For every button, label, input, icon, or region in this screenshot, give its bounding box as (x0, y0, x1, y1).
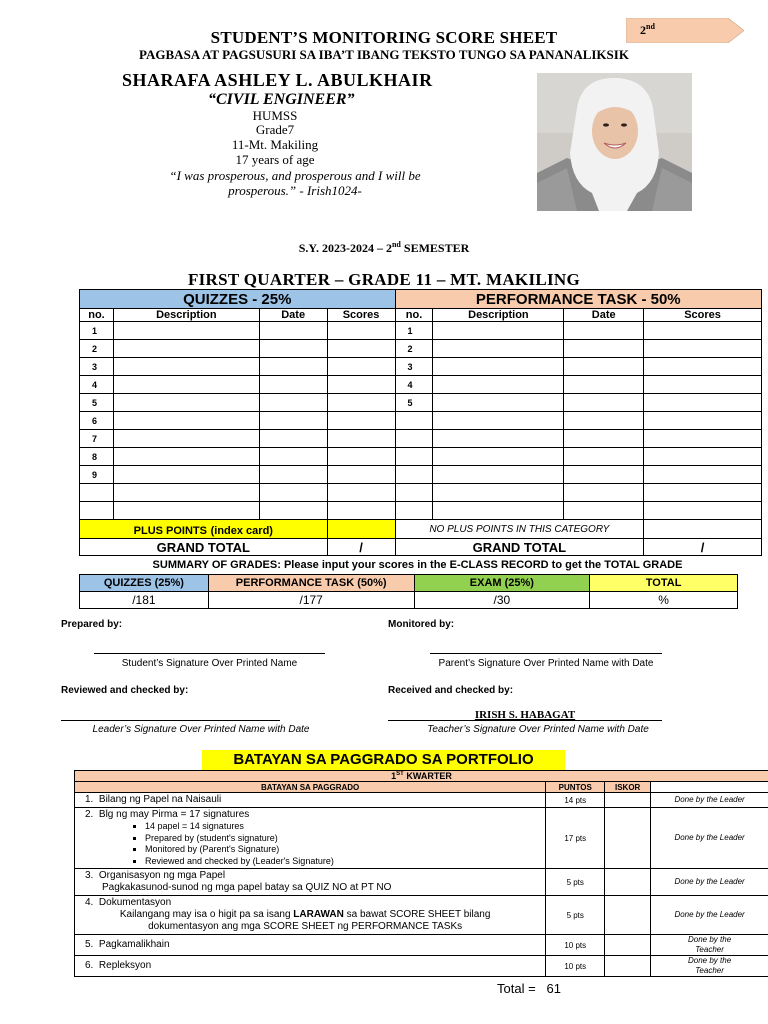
score-row (80, 322, 762, 340)
rubric-row-4: 4. Dokumentasyon Kailangang may isa o higit pa sa isang LARAWAN sa bawat SCORE SHEET bilang dokumentasyon ang mga SCORE SHEET ng PERFORMANCE TASKs (75, 896, 546, 935)
student-photo (537, 73, 692, 211)
rubric-row-4-score[interactable] (605, 896, 651, 935)
quiz-no: 8 (80, 448, 114, 466)
rubric-row-5-points: 10 pts (546, 935, 605, 956)
pt-col-no: no. (395, 309, 433, 322)
student-signature-line[interactable] (94, 653, 325, 654)
pt-description[interactable] (433, 376, 564, 394)
parent-signature-line[interactable] (430, 653, 662, 654)
quiz-description[interactable] (113, 322, 259, 340)
quiz-score[interactable] (327, 376, 395, 394)
quiz-description[interactable] (113, 340, 259, 358)
student-strand: HUMSS (252, 108, 298, 123)
score-row (80, 430, 762, 448)
pt-date[interactable] (564, 376, 644, 394)
pt-col-scores: Scores (644, 309, 762, 322)
leader-signature-caption: Leader’s Signature Over Printed Name with Date (92, 724, 310, 735)
rubric-row-4-detail-2: dokumentasyon ang mga SCORE SHEET ng PERFORMANCE TASKs (148, 921, 463, 932)
quiz-description[interactable] (113, 430, 259, 448)
pt-no (395, 466, 433, 484)
rubric-row-2-score[interactable] (605, 808, 651, 869)
quiz-score[interactable] (327, 340, 395, 358)
sheet-title: STUDENT’S MONITORING SCORE SHEET (210, 28, 558, 47)
score-row (80, 340, 762, 358)
rubric-table (74, 770, 768, 977)
pt-no: 2 (395, 340, 433, 358)
rubric-total: Total = 61 (497, 981, 561, 996)
pt-score[interactable] (644, 394, 762, 412)
score-table (79, 289, 762, 556)
quiz-date[interactable] (259, 430, 327, 448)
quiz-description[interactable] (113, 376, 259, 394)
pt-col-description: Description (433, 309, 564, 322)
quiz-score[interactable] (327, 412, 395, 430)
pt-date[interactable] (564, 412, 644, 430)
quiz-no (80, 484, 114, 502)
score-row (80, 376, 762, 394)
plus-points-value[interactable] (327, 520, 395, 539)
rubric-row-5: 5. Pagkamalikhain (75, 935, 546, 956)
quiz-date[interactable] (259, 358, 327, 376)
rubric-title: BATAYAN SA PAGGRADO SA PORTFOLIO (202, 750, 565, 770)
summary-label: SUMMARY OF GRADES: Please input your scores in the E-CLASS RECORD to get the TOTAL GRADE (152, 559, 683, 571)
pt-no (395, 430, 433, 448)
quiz-no: 3 (80, 358, 114, 376)
quizzes-header: QUIZZES - 25% (80, 290, 396, 309)
pt-no: 5 (395, 394, 433, 412)
rubric-row-6-score[interactable] (605, 956, 651, 977)
quiz-no: 2 (80, 340, 114, 358)
quiz-col-no: no. (80, 309, 114, 322)
performance-task-header: PERFORMANCE TASK - 50% (395, 290, 761, 309)
quiz-score[interactable] (327, 484, 395, 502)
pt-date[interactable] (564, 466, 644, 484)
monitored-by-label: Monitored by: (388, 619, 455, 630)
pt-date[interactable] (564, 448, 644, 466)
pt-no (395, 502, 433, 520)
quiz-col-date: Date (259, 309, 327, 322)
quiz-description[interactable] (113, 466, 259, 484)
summary-total-header: TOTAL (590, 575, 738, 592)
student-signature-caption: Student’s Signature Over Printed Name (121, 658, 298, 669)
quiz-date[interactable] (259, 376, 327, 394)
score-row (80, 502, 762, 520)
quiz-no: 7 (80, 430, 114, 448)
quiz-grand-total-value[interactable]: / (327, 539, 395, 556)
summary-quizzes-header: QUIZZES (25%) (80, 575, 209, 592)
quiz-score[interactable] (327, 502, 395, 520)
pt-description[interactable] (433, 322, 564, 340)
rubric-row-3-assessor: Done by the Leader (651, 869, 768, 896)
rubric-row-2-bullet-3: ▪ Monitored by (Parent's Signature) (145, 844, 545, 856)
pt-description[interactable] (433, 466, 564, 484)
summary-total-value[interactable]: % (590, 592, 738, 609)
quiz-no: 5 (80, 394, 114, 412)
pt-description[interactable] (433, 340, 564, 358)
rubric-row-2-bullet-2: ▪ Prepared by (student's signature) (145, 833, 545, 845)
pt-score[interactable] (644, 448, 762, 466)
quiz-date[interactable] (259, 466, 327, 484)
rubric-row-3-detail: Pagkakasunod-sunod ng mga papel batay sa QUIZ NO at PT NO (102, 882, 392, 893)
quiz-score[interactable] (327, 466, 395, 484)
no-plus-points-note: NO PLUS POINTS IN THIS CATEGORY (395, 520, 644, 539)
rubric-row-5-score[interactable] (605, 935, 651, 956)
summary-exam-value[interactable]: /30 (414, 592, 590, 609)
score-row (80, 412, 762, 430)
sheet-subtitle: PAGBASA AT PAGSUSURI SA IBA’T IBANG TEKSTO TUNGO SA PANANALIKSIK (139, 47, 629, 62)
quiz-date[interactable] (259, 394, 327, 412)
quiz-date[interactable] (259, 484, 327, 502)
rubric-row-2: 2. Blg ng may Pirma = 17 signatures ▪ 14 papel = 14 signatures ▪ Prepared by (student's signature) ▪ Monitored by (Parent's Signature) ▪ Reviewed and checked by (Leader's Signature) (75, 808, 546, 869)
pt-score[interactable] (644, 430, 762, 448)
student-aspiration: “CIVIL ENGINEER” (208, 91, 355, 108)
pt-score[interactable] (644, 484, 762, 502)
score-row (80, 466, 762, 484)
semester-badge-text: 2nd (640, 22, 655, 37)
pt-score[interactable] (644, 358, 762, 376)
quiz-description[interactable] (113, 358, 259, 376)
rubric-row-3: 3. Organisasyon ng mga Papel Pagkakasunod-sunod ng mga papel batay sa QUIZ NO at PT NO (75, 869, 546, 896)
quiz-date[interactable] (259, 340, 327, 358)
pt-description[interactable] (433, 412, 564, 430)
pt-score[interactable] (644, 412, 762, 430)
rubric-row-2-bullet-4: ▪ Reviewed and checked by (Leader's Signature) (145, 856, 545, 868)
rubric-row-6-points: 10 pts (546, 956, 605, 977)
quiz-col-description: Description (113, 309, 259, 322)
quiz-no: 4 (80, 376, 114, 394)
rubric-row-2-bullet-1: ▪ 14 papel = 14 signatures (145, 821, 545, 833)
rubric-quarter: 1ST KWARTER (75, 771, 768, 782)
score-row (80, 448, 762, 466)
pt-description[interactable] (433, 394, 564, 412)
teacher-signature-caption: Teacher’s Signature Over Printed Name with Date (427, 724, 649, 735)
quiz-date[interactable] (259, 502, 327, 520)
rubric-row-1: 1. Bilang ng Papel na Naisauli (75, 793, 546, 808)
pt-plus-points-value (644, 520, 762, 539)
pt-date[interactable] (564, 322, 644, 340)
score-row (80, 394, 762, 412)
pt-no (395, 448, 433, 466)
quiz-no (80, 502, 114, 520)
score-row (80, 484, 762, 502)
teacher-name: IRISH S. HABAGAT (474, 709, 576, 721)
rubric-row-3-score[interactable] (605, 869, 651, 896)
rubric-col-assessor (651, 782, 768, 793)
quiz-score[interactable] (327, 322, 395, 340)
pt-col-date: Date (564, 309, 644, 322)
rubric-row-1-score[interactable] (605, 793, 651, 808)
rubric-row-4-detail: Kailangang may isa o higit pa sa isang LARAWAN sa bawat SCORE SHEET bilang (119, 909, 491, 920)
quiz-description[interactable] (113, 394, 259, 412)
rubric-row-6: 6. Repleksyon (75, 956, 546, 977)
plus-points-label: PLUS POINTS (index card) (80, 520, 328, 539)
rubric-row-1-assessor: Done by the Leader (651, 793, 768, 808)
quiz-description[interactable] (113, 448, 259, 466)
pt-no: 4 (395, 376, 433, 394)
student-name: SHARAFA ASHLEY L. ABULKHAIR (122, 70, 433, 90)
student-grade: Grade7 (255, 122, 295, 137)
quiz-description[interactable] (113, 484, 259, 502)
rubric-row-4-assessor: Done by the Leader (651, 896, 768, 935)
summary-pt-value[interactable]: /177 (208, 592, 414, 609)
quiz-score[interactable] (327, 448, 395, 466)
pt-date[interactable] (564, 394, 644, 412)
pt-score[interactable] (644, 466, 762, 484)
summary-quizzes-value[interactable]: /181 (80, 592, 209, 609)
summary-exam-header: EXAM (25%) (414, 575, 590, 592)
quote-line-2: prosperous.” - Irish1024- (228, 183, 362, 198)
leader-signature-line[interactable] (61, 720, 280, 721)
quarter-title: FIRST QUARTER – GRADE 11 – MT. MAKILING (187, 270, 581, 289)
pt-description[interactable] (433, 484, 564, 502)
pt-no (395, 484, 433, 502)
pt-description[interactable] (433, 358, 564, 376)
summary-table (79, 574, 738, 609)
score-row (80, 358, 762, 376)
rubric-row-3-points: 5 pts (546, 869, 605, 896)
rubric-row-6-assessor: Done by the Teacher (651, 956, 768, 977)
pt-date[interactable] (564, 484, 644, 502)
reviewed-by-label: Reviewed and checked by: (61, 685, 189, 696)
quiz-date[interactable] (259, 412, 327, 430)
quiz-score[interactable] (327, 358, 395, 376)
received-by-label: Received and checked by: (388, 685, 514, 696)
pt-score[interactable] (644, 502, 762, 520)
rubric-row-4-points: 5 pts (546, 896, 605, 935)
pt-score[interactable] (644, 376, 762, 394)
quiz-date[interactable] (259, 448, 327, 466)
pt-date[interactable] (564, 502, 644, 520)
quiz-no: 6 (80, 412, 114, 430)
pt-description[interactable] (433, 448, 564, 466)
rubric-row-1-points: 14 pts (546, 793, 605, 808)
student-age: 17 years of age (235, 152, 315, 167)
quote-line-1: “I was prosperous, and prosperous and I will be (169, 168, 421, 183)
rubric-col-score: ISKOR (605, 782, 651, 793)
pt-description[interactable] (433, 430, 564, 448)
quiz-date[interactable] (259, 322, 327, 340)
school-year: S.Y. 2023-2024 – 2nd SEMESTER (298, 240, 470, 255)
pt-date[interactable] (564, 340, 644, 358)
parent-signature-caption: Parent’s Signature Over Printed Name with Date (438, 658, 654, 669)
pt-description[interactable] (433, 502, 564, 520)
summary-pt-header: PERFORMANCE TASK (50%) (208, 575, 414, 592)
rubric-row-2-points: 17 pts (546, 808, 605, 869)
quiz-score[interactable] (327, 394, 395, 412)
quiz-no: 1 (80, 322, 114, 340)
rubric-col-criteria: BATAYAN SA PAGGRADO (75, 782, 546, 793)
quiz-description[interactable] (113, 502, 259, 520)
student-quote (140, 168, 450, 198)
quiz-no: 9 (80, 466, 114, 484)
rubric-row-2-assessor: Done by the Leader (651, 808, 768, 869)
quiz-grand-total-label: GRAND TOTAL (80, 539, 328, 556)
pt-no: 1 (395, 322, 433, 340)
pt-no: 3 (395, 358, 433, 376)
quiz-col-scores: Scores (327, 309, 395, 322)
pt-no (395, 412, 433, 430)
pt-date[interactable] (564, 430, 644, 448)
prepared-by-label: Prepared by: (61, 619, 123, 630)
rubric-row-5-assessor: Done by the Teacher (651, 935, 768, 956)
pt-score[interactable] (644, 322, 762, 340)
quiz-score[interactable] (327, 430, 395, 448)
pt-grand-total-value[interactable]: / (644, 539, 762, 556)
pt-date[interactable] (564, 358, 644, 376)
quiz-description[interactable] (113, 412, 259, 430)
pt-grand-total-label: GRAND TOTAL (395, 539, 644, 556)
rubric-col-points: PUNTOS (546, 782, 605, 793)
student-section: 11-Mt. Makiling (231, 137, 319, 152)
pt-score[interactable] (644, 340, 762, 358)
